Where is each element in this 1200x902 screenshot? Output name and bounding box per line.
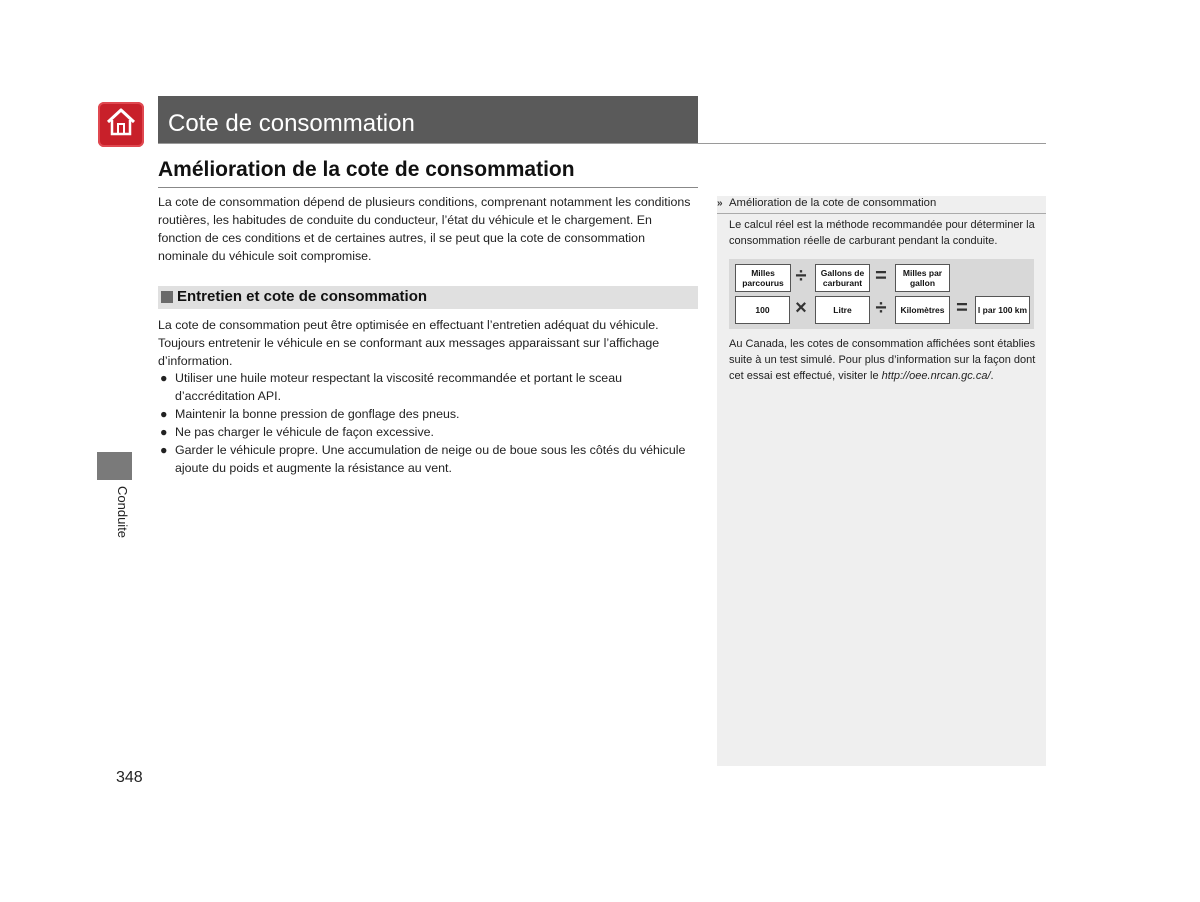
- note-text-calc: Le calcul réel est la méthode recommandée pour déterminer la consommation réelle de carburant pendant la conduite.: [729, 219, 1035, 247]
- home-button[interactable]: [98, 102, 144, 147]
- bullet-icon: ●: [160, 371, 168, 385]
- divide-icon: ÷: [795, 265, 807, 287]
- formula-box-mpg: Milles par gallon: [895, 264, 950, 292]
- note-header: [717, 196, 1046, 214]
- page-number: 348: [116, 769, 143, 786]
- formula-box-km: Kilomètres: [895, 296, 950, 324]
- bullet-icon: ●: [160, 407, 168, 421]
- bullet-icon: ●: [160, 425, 168, 439]
- list-item: ● Ne pas charger le véhicule de façon excessive.: [160, 425, 434, 439]
- page-title: Cote de consommation: [168, 110, 415, 137]
- equals-icon: =: [875, 265, 887, 287]
- equals-icon: =: [956, 297, 968, 319]
- formula-box-l100km: l par 100 km: [975, 296, 1030, 324]
- title-divider: [158, 143, 1046, 144]
- divide-icon: ÷: [875, 297, 887, 319]
- subsection-intro: La cote de consommation peut être optimisée en effectuant l’entretien adéquat du véhicule. Toujours entretenir le véhicule en se conformant aux messages apparaissant sur l’affichage d’information.: [158, 318, 660, 368]
- note-heading: Amélioration de la cote de consommation: [729, 197, 937, 209]
- square-bullet-icon: [161, 291, 173, 303]
- formula-box-100: 100: [735, 296, 790, 324]
- note-text-canada: Au Canada, les cotes de consommation affichées sont établies suite à un test simulé. Pour plus d’information sur la façon dont cet essai est effectué, visiter le http://oee.nrcan.gc.ca/.: [729, 338, 1036, 382]
- list-item: ● Utiliser une huile moteur respectant la viscosité recommandée et portant le sceau d’accréditation API.: [160, 371, 622, 403]
- formula-box-litre: Litre: [815, 296, 870, 324]
- bullet-icon: ●: [160, 443, 168, 457]
- section-heading: Amélioration de la cote de consommation: [158, 158, 575, 181]
- list-item: ● Maintenir la bonne pression de gonflage des pneus.: [160, 407, 460, 421]
- section-intro: La cote de consommation dépend de plusieurs conditions, comprenant notamment les conditions routières, les habitudes de conduite du conducteur, l’état du véhicule et le chargement. En fonction de ces conditions et de certaines autres, il se peut que la cote de consommation nominale du véhicule soit compromise.: [158, 195, 691, 263]
- chapter-tab[interactable]: [97, 452, 132, 480]
- multiply-icon: ×: [795, 297, 807, 319]
- nrcan-link[interactable]: http://oee.nrcan.gc.ca/: [881, 370, 991, 382]
- maintenance-list: [158, 369, 703, 477]
- formula-box-miles: Milles parcourus: [735, 264, 791, 292]
- chapter-title-bar: [158, 96, 698, 144]
- reference-arrow-icon: »: [717, 198, 723, 209]
- section-divider: [158, 187, 698, 188]
- list-item: ● Garder le véhicule propre. Une accumulation de neige ou de boue sous les côtés du véhicule ajoute du poids et augmente la résistance au vent.: [160, 443, 686, 475]
- subsection-bar: [158, 286, 698, 309]
- subsection-heading: Entretien et cote de consommation: [177, 288, 428, 305]
- chapter-label: Conduite: [115, 486, 130, 539]
- formula-diagram: [729, 259, 1034, 329]
- formula-box-gallons: Gallons de carburant: [815, 264, 870, 292]
- home-icon: [105, 107, 137, 142]
